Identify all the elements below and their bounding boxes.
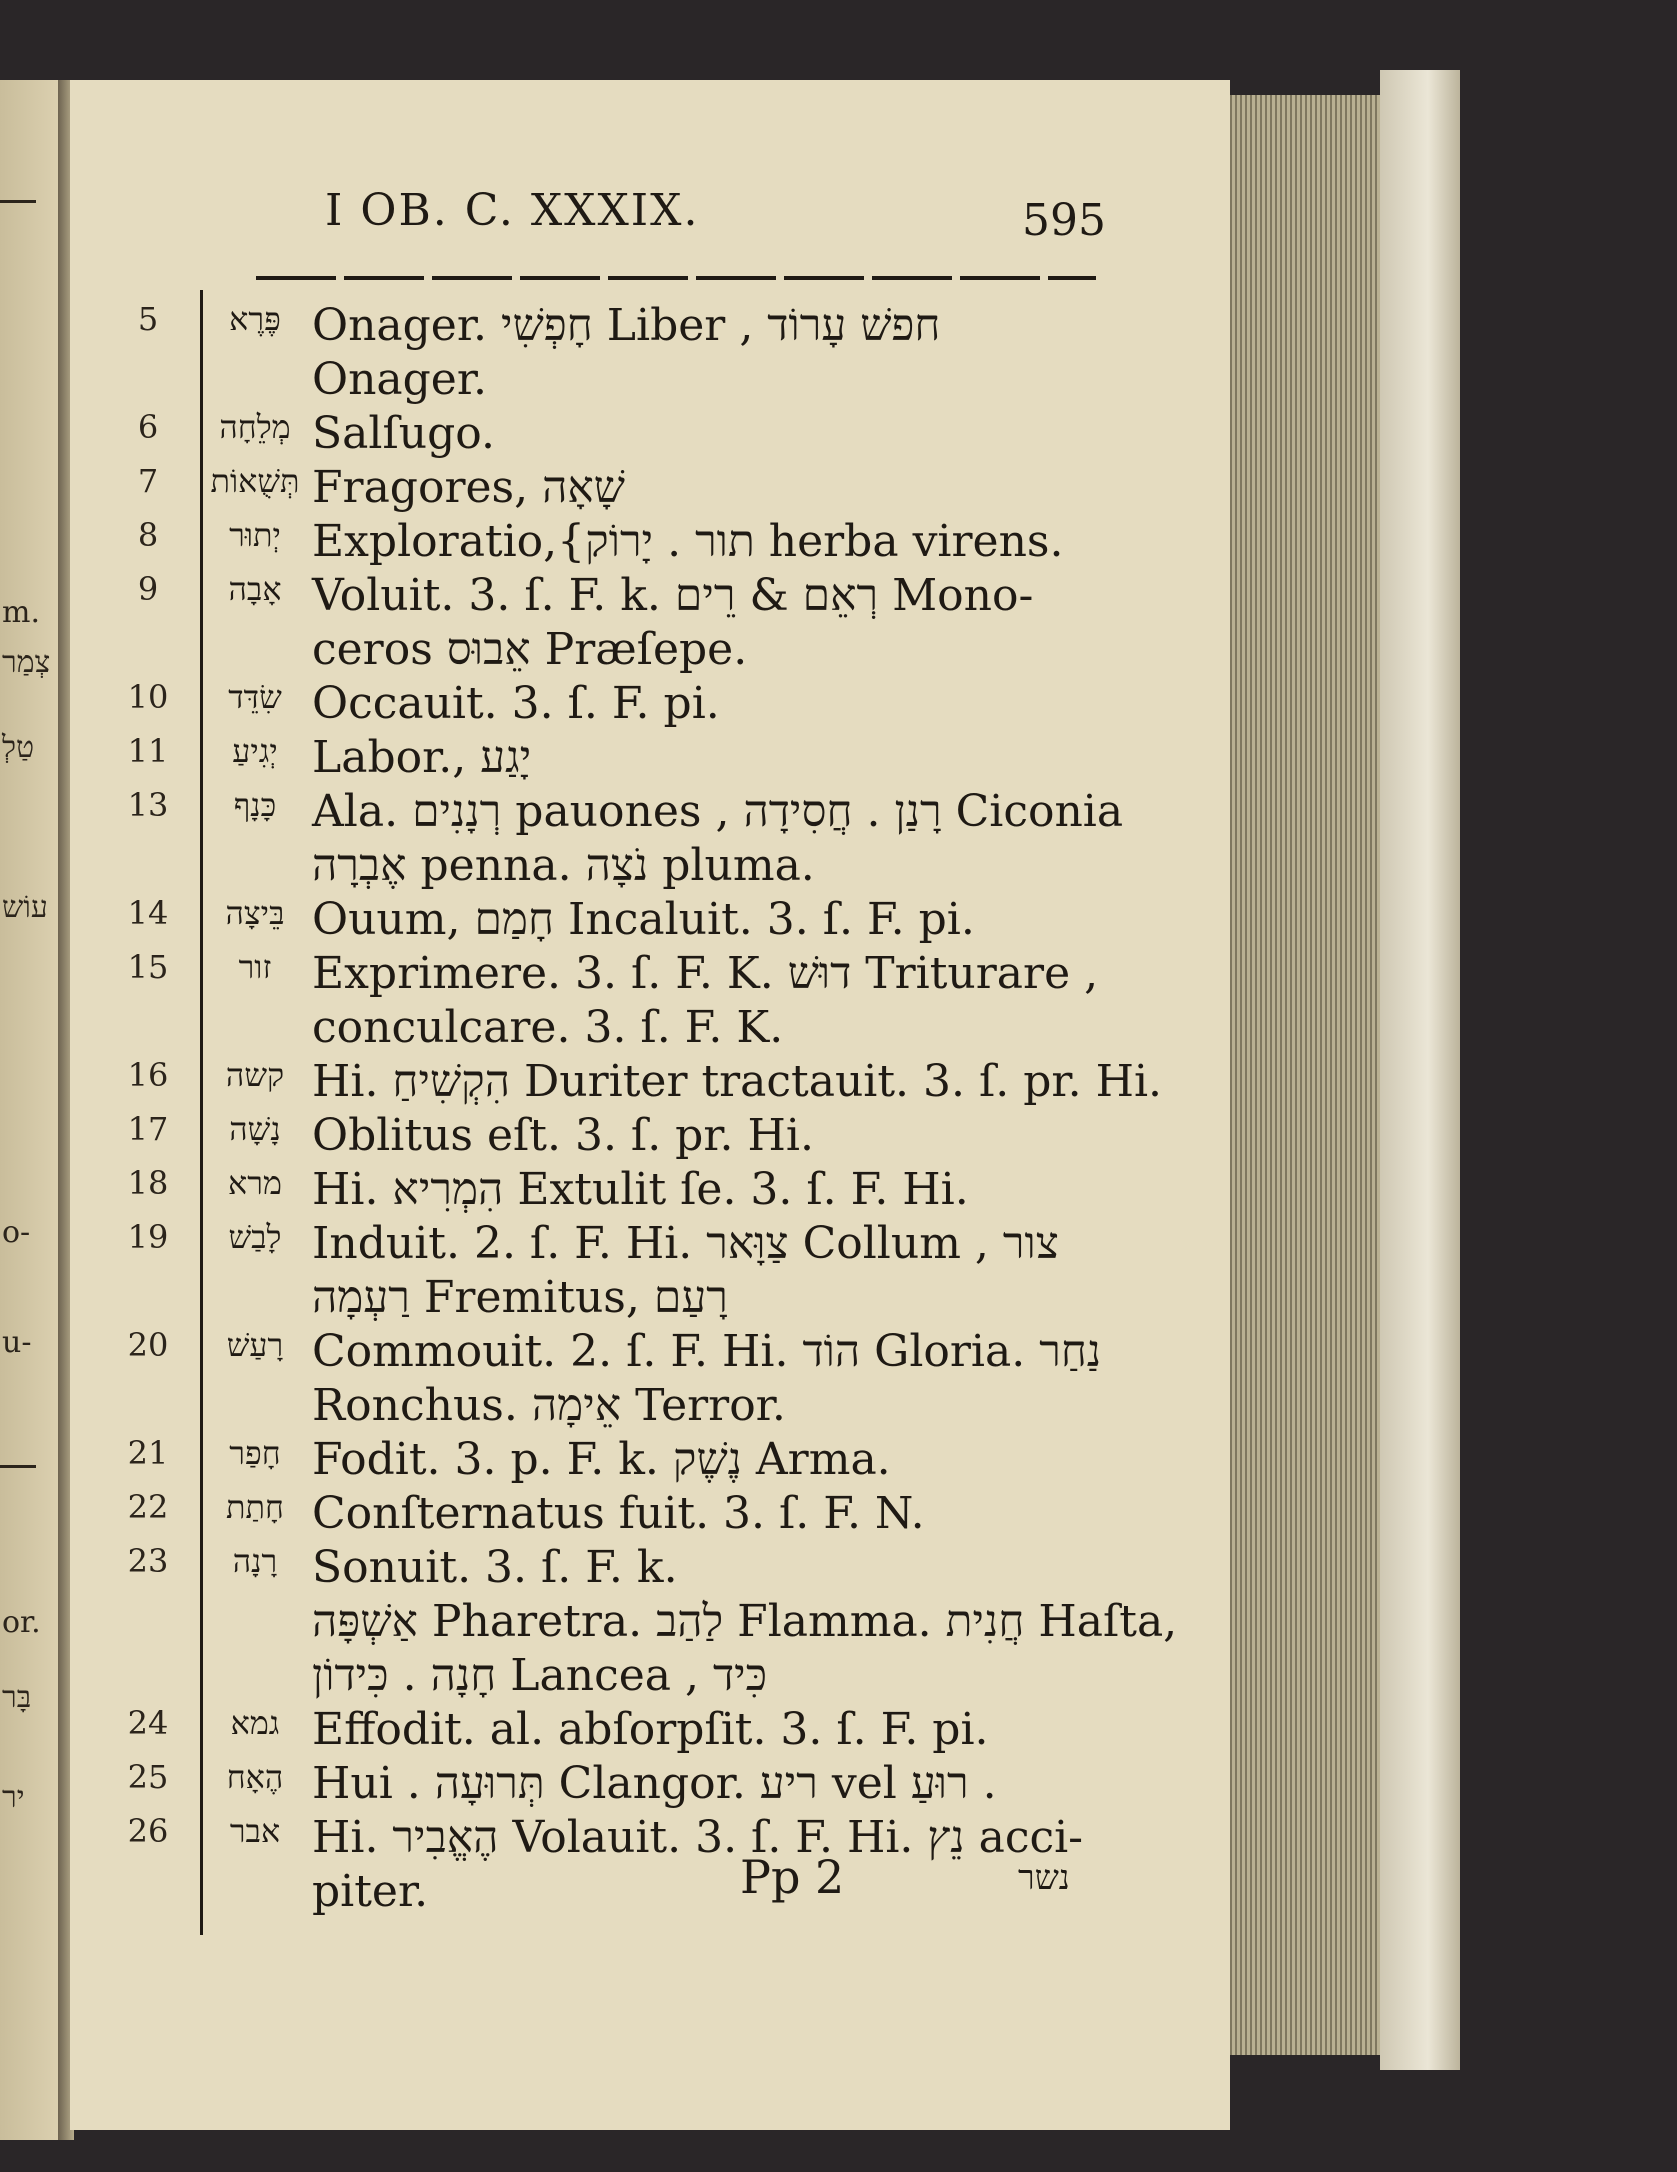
signature-mark: Pp 2	[740, 1850, 845, 1904]
glossary-line	[0, 840, 1230, 892]
verse-number: 20	[127, 1326, 169, 1364]
hebrew-root: קשה	[225, 1056, 285, 1094]
left-fragment: עוֹש	[2, 890, 48, 925]
hebrew-root: יְתוּר	[229, 516, 281, 554]
gloss-text: conculcare. 3. ſ. F. K.	[312, 1002, 784, 1053]
gloss-text: Salſugo.	[312, 408, 495, 459]
hebrew-root: לָבַשׁ	[228, 1218, 282, 1256]
glossary-line	[0, 1704, 1230, 1756]
glossary-line	[0, 732, 1230, 784]
gloss-text: Ouum, חָמַם Incaluit. 3. ſ. F. pi.	[312, 894, 975, 945]
glossary-line	[0, 1434, 1230, 1486]
glossary-line	[0, 1002, 1230, 1054]
glossary-line	[0, 1218, 1230, 1270]
gloss-text: אֶבְרָה penna. נֹצָה pluma.	[312, 840, 815, 891]
gloss-text: Exploratio,{תור . יָרוֹק herba virens.	[312, 516, 1064, 567]
hebrew-root: פֶּרֶא	[229, 300, 281, 338]
glossary-line	[0, 462, 1230, 514]
gloss-text: Effodit. al. abſorpſit. 3. ſ. F. pi.	[312, 1704, 989, 1755]
glossary-line	[0, 1812, 1230, 1864]
glossary-line	[0, 894, 1230, 946]
left-fragment: u-	[2, 1325, 32, 1360]
vellum-cover-edge	[1380, 70, 1460, 2070]
hebrew-root: גמא	[230, 1704, 280, 1742]
verse-number: 21	[127, 1434, 169, 1472]
gloss-text: Occauit. 3. ſ. F. pi.	[312, 678, 720, 729]
gloss-text: רַעְמָה Fremitus, רָעַם	[312, 1272, 728, 1323]
gloss-text: Sonuit. 3. ſ. F. k.	[312, 1542, 678, 1593]
page-number: 595	[1022, 195, 1106, 246]
verse-number: 11	[127, 732, 169, 770]
verse-number: 19	[127, 1218, 169, 1256]
gloss-text: Voluit. 3. ſ. F. k. רְאֵם & רֵים Mono-	[312, 570, 1034, 621]
left-page-rule	[0, 200, 36, 203]
hebrew-root: רָנָה	[232, 1542, 278, 1580]
verse-number: 24	[127, 1704, 169, 1742]
glossary-line	[0, 1596, 1230, 1648]
page-block-edge	[1215, 95, 1385, 2055]
gloss-text: ceros אֵבוּס Præſepe.	[312, 624, 748, 675]
verse-number: 22	[127, 1488, 169, 1526]
gloss-text: Commouit. 2. ſ. F. Hi. הוֹד Gloria. נַחַר	[312, 1326, 1102, 1377]
gloss-text: אַשְׁפָּה Pharetra. לַהַב Flamma. חֲנִית Haſta,	[312, 1596, 1178, 1647]
verse-number: 26	[127, 1812, 169, 1850]
glossary-line	[0, 624, 1230, 676]
gloss-text: Ala. רְנָנִים pauones , רָנַן . חֲסִידָה Ciconia	[312, 786, 1124, 837]
glossary-line	[0, 300, 1230, 352]
left-fragment: צְמַר	[2, 645, 51, 680]
hebrew-root: תְּשֻׁאוֹת	[210, 462, 300, 500]
verse-number: 15	[127, 948, 169, 986]
glossary-line	[0, 1110, 1230, 1162]
running-head: I OB. C. XXXIX.	[325, 185, 700, 236]
hebrew-root: רָעַשׁ	[226, 1326, 284, 1364]
verse-number: 25	[127, 1758, 169, 1796]
glossary-line	[0, 570, 1230, 622]
verse-number: 18	[127, 1164, 169, 1202]
hebrew-root: מְלֵחָה	[219, 408, 291, 446]
glossary-line	[0, 1650, 1230, 1702]
glossary-line	[0, 1326, 1230, 1378]
verse-number: 16	[127, 1056, 169, 1094]
left-fragment: m.	[2, 595, 40, 630]
glossary-line	[0, 1164, 1230, 1216]
glossary-line	[0, 1488, 1230, 1540]
glossary-line	[0, 1272, 1230, 1324]
glossary-line	[0, 1056, 1230, 1108]
gloss-text: חָנָה . כִּידוֹן Lancea , כִּיד	[312, 1650, 768, 1701]
gloss-text: piter.	[312, 1866, 429, 1917]
left-fragment: o-	[2, 1215, 31, 1250]
gloss-text: Onager. חָפְשִׁי Liber , חפשׁ עָרוֹד	[312, 300, 941, 351]
hebrew-root: זור	[238, 948, 272, 986]
gloss-text: Labor., יָגַע	[312, 732, 532, 783]
glossary-line	[0, 516, 1230, 568]
catchword: נשר	[1018, 1858, 1070, 1898]
gloss-text: Hui . תְּרוּעָה Clangor. ריע vel רוּעַ .	[312, 1758, 997, 1809]
verse-number: 13	[127, 786, 169, 824]
left-fragment: or.	[2, 1605, 41, 1640]
hebrew-root: הֶאָח	[226, 1758, 284, 1796]
hebrew-root: שִׂדֵּד	[228, 678, 282, 716]
hebrew-root: אָבָה	[228, 570, 282, 608]
gloss-text: Conſternatus fuit. 3. ſ. F. N.	[312, 1488, 925, 1539]
gloss-text: Onager.	[312, 354, 488, 405]
gloss-text: Hi. הִמְרִיא Extulit ſe. 3. ſ. F. Hi.	[312, 1164, 969, 1215]
glossary-line	[0, 786, 1230, 838]
gloss-text: Fodit. 3. p. F. k. נֶשֶׁק Arma.	[312, 1434, 891, 1485]
verse-number: 9	[137, 570, 159, 608]
gloss-text: Exprimere. 3. ſ. F. K. דוּשׁ Triturare ,	[312, 948, 1099, 999]
verse-number: 14	[127, 894, 169, 932]
hebrew-root: נָשָׁה	[229, 1110, 281, 1148]
glossary-line	[0, 1758, 1230, 1810]
verse-number: 6	[137, 408, 159, 446]
hebrew-root: יְגִיעַ	[232, 732, 278, 770]
glossary-line	[0, 948, 1230, 1000]
verse-number: 10	[127, 678, 169, 716]
hebrew-root: אבר	[229, 1812, 281, 1850]
gloss-text: Fragores, שָׁאָה	[312, 462, 625, 513]
hebrew-root: בֵּיצָה	[225, 894, 285, 932]
gloss-text: Hi. הִקְשִׁיחַ Duriter tractauit. 3. ſ. pr. Hi.	[312, 1056, 1163, 1107]
left-fragment: בָּר	[2, 1680, 32, 1715]
gloss-text: Induit. 2. ſ. F. Hi. צַוָּאר Collum , צור	[312, 1218, 1059, 1269]
hebrew-root: חָתַת	[226, 1488, 284, 1526]
glossary-line	[0, 1380, 1230, 1432]
gloss-text: Oblitus eſt. 3. ſ. pr. Hi.	[312, 1110, 814, 1161]
hebrew-root: חָפַר	[229, 1434, 281, 1472]
header-rule	[256, 276, 1096, 280]
glossary-line	[0, 678, 1230, 730]
glossary-line	[0, 1542, 1230, 1594]
hebrew-root: מרא	[228, 1164, 282, 1202]
glossary-line	[0, 354, 1230, 406]
left-fragment: טַלְ	[2, 730, 35, 765]
gloss-text: Ronchus. אֵימָה Terror.	[312, 1380, 786, 1431]
left-fragment: יר	[2, 1780, 25, 1815]
verse-number: 17	[127, 1110, 169, 1148]
verse-number: 7	[137, 462, 159, 500]
gloss-text: Hi. הֶאֱבִיר Volauit. 3. ſ. F. Hi. נֵץ acci-	[312, 1812, 1084, 1863]
verse-number: 8	[137, 516, 159, 554]
hebrew-root: כָּנָף	[233, 786, 277, 824]
verse-number: 23	[127, 1542, 169, 1580]
glossary-line	[0, 408, 1230, 460]
verse-number: 5	[137, 300, 159, 338]
